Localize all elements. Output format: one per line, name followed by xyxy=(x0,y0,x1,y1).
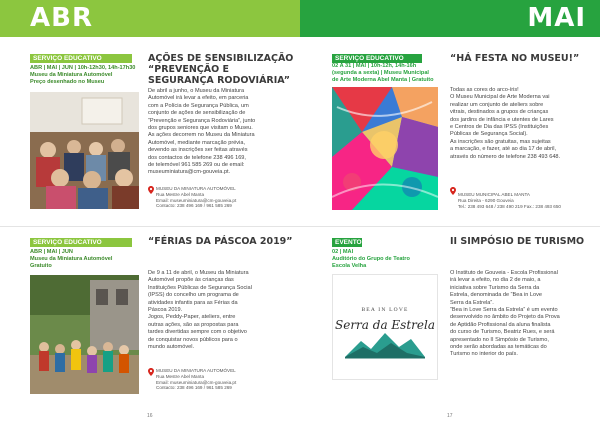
event-title: II SIMPÓSIO DE TURISMO xyxy=(450,236,585,247)
event-description: O Instituto de Gouveia - Escola Profissional irá levar a efeito, no dia 2 de maio, a iniciativa sobre Turismo da Serra da Estrela, denominada de “Bea in Love Serra da Estrela”. “Bea in Love Serra da Estrela” é um evento desenvolvido no âmbito do Projeto da Prova de Aptidão Profissional da aluna finalista do curso de Turismo, Beatriz Rues, e será apresentado no II Simpósio de Turismo, onde serão abordadas as temáticas do Turismo no interior do país. xyxy=(450,270,560,358)
children-garden-photo xyxy=(30,275,139,394)
page-number: 17 xyxy=(447,413,453,419)
month-label: ABR xyxy=(30,3,93,33)
section-divider xyxy=(0,226,300,227)
event-title: “FÉRIAS DA PÁSCOA 2019” xyxy=(148,236,293,247)
venue-info: MUSEU DA MINIATURA AUTOMÓVEL Rua Mestre Abel Manta Email: museuminiatura@cm-gouveia.pt Contacto: 238 496 169 / 961 585 269 xyxy=(156,368,237,391)
event-meta: 02 | MAI Auditório do Grupo de Teatro Escola Velha xyxy=(332,249,410,269)
bea-in-love-logo xyxy=(332,274,438,380)
month-bar-may xyxy=(300,0,600,37)
event-title: “HÁ FESTA NO MUSEU!” xyxy=(450,53,580,64)
logo-script-text: Serra da Estrela xyxy=(335,318,435,332)
month-bar-april xyxy=(0,0,300,37)
section-divider xyxy=(300,226,600,227)
event-description: Todas as cores do arco-íris! O Museu Municipal de Arte Moderna vai realizar um conjunto de ateliers sobre vitrais, destinados a grupos de crianças dos jardins de infância e utentes de Lares e Centros de Dia das IPSS (Instituições Públicas de Segurança Social). As inscrições são gratuitas, mas sujeitas a marcação, e fazer, até ao dia 17 de abril, através do número de telefone 238 493 648. xyxy=(450,87,561,160)
event-title: AÇÕES DE SENSIBILIZAÇÃO “PREVENÇÃO E SEGURANÇA RODOVIÁRIA” xyxy=(148,53,294,86)
event-meta: 02 A 31 | MAI | 10h-12h, 14h-16h (segunda a sexta) | Museu Municipal de Arte Moderna Abel Manta | Gratuito xyxy=(332,63,434,83)
venue-info: MUSEU MUNICIPAL ABEL MANTA Rua Direita - 6290 Gouveia Tel.: 238 493 648 / 238 490 219 Fax.: 238 493 650 xyxy=(458,192,561,209)
category-label: SERVIÇO EDUCATIVO xyxy=(30,54,132,63)
category-label: SERVIÇO EDUCATIVO xyxy=(332,54,422,63)
event-description: De 9 a 11 de abril, o Museu da Miniatura Automóvel propõe às crianças das Instituições Públicas de Segurança Social (IPSS) do concelho um programa de atividades infantis para as Férias da Páscoa 2019. Jogos, Peddy-Paper, ateliers, entre outras ações, são as propostas para tardes divertidas sempre com o objetivo de conquistar novos públicos para o mundo automóvel. xyxy=(148,270,252,351)
stained-glass-art-photo xyxy=(332,87,438,210)
seniors-audience-photo xyxy=(30,92,139,209)
venue-info: MUSEU DA MINIATURA AUTOMÓVEL Rua Mestre Abel Manta Email: museuminiatura@cm-gouveia.pt Contacto: 238 496 169 / 961 585 269 xyxy=(156,186,237,209)
location-pin-icon xyxy=(148,368,154,376)
category-label: EVENTO xyxy=(332,238,362,247)
location-pin-icon xyxy=(450,187,456,195)
event-meta: ABR | MAI | JUN | 10h-12h30, 14h-17h30 Museu da Miniatura Automóvel Preço desenhado no Museu xyxy=(30,65,136,85)
month-label: MAI xyxy=(527,3,586,33)
location-pin-icon xyxy=(148,186,154,194)
event-meta: ABR | MAI | JUN Museu da Miniatura Automóvel Gratuito xyxy=(30,249,113,269)
logo-top-text: BEA IN LOVE xyxy=(361,307,409,313)
event-description: De abril a junho, o Museu da Miniatura Automóvel irá levar a efeito, em parceria com a Polícia de Segurança Pública, um conjunto de ações de sensibilização de “Prevenção e Segurança Rodoviária”, junto dos grupos seniores que visitam o Museu. As ações decorrem no Museu da Miniatura Automóvel, mediante marcação prévia, devendo as inscrições ser feitas através dos contactos de telefone 238 496 169, de telemóvel 961 585 269 ou de email: museuminiatura@cm-gouveia.pt. xyxy=(148,88,256,176)
right-page xyxy=(300,0,600,425)
category-label: SERVIÇO EDUCATIVO xyxy=(30,238,132,247)
page-number: 16 xyxy=(147,413,153,419)
